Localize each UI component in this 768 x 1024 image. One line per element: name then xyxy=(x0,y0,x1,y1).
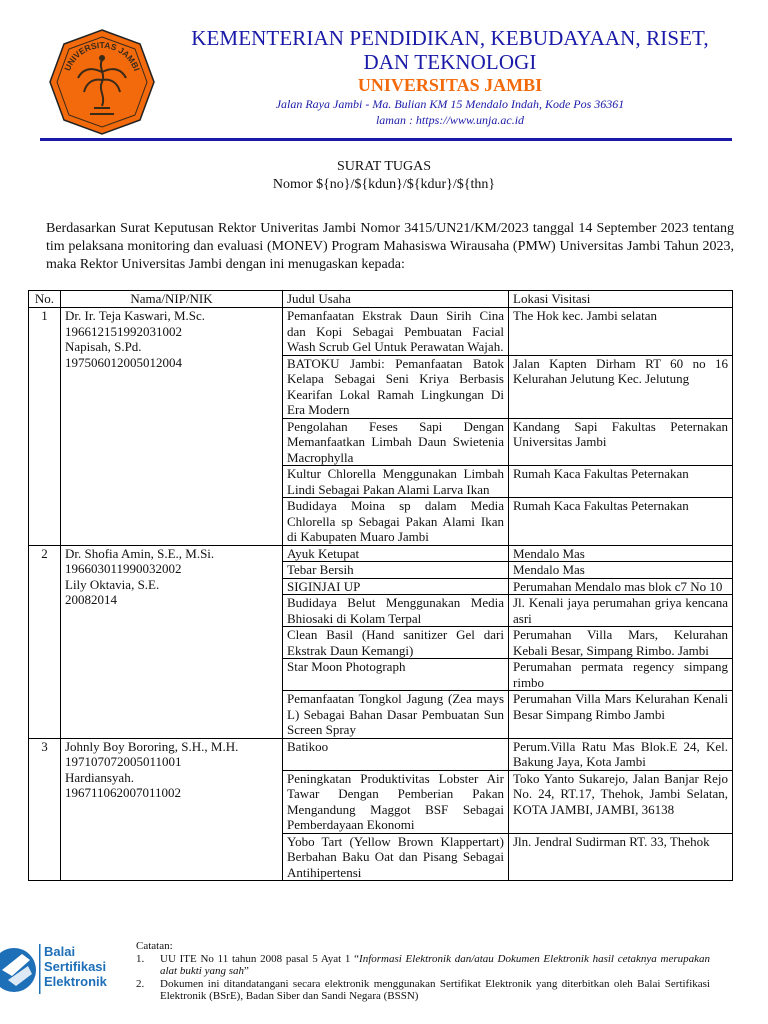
business-title: Pemanfaatan Ekstrak Daun Sirih Cina dan Kopi Sebagai Pembuatan Facial Wash Scrub Gel Untuk Perawatan Wajah. xyxy=(283,308,509,356)
ministry-name: KEMENTERIAN PENDIDIKAN, KEBUDAYAAN, RISET, xyxy=(191,26,709,50)
assignment-table xyxy=(28,290,733,881)
row-number: 2 xyxy=(29,545,61,738)
visit-location: Mendalo Mas xyxy=(509,545,733,562)
visit-location: Perumahan permata regency simpang rimbo xyxy=(509,659,733,691)
business-title: Batikoo xyxy=(283,738,509,770)
business-title: Pengolahan Feses Sapi Dengan Memanfaatkan Limbah Daun Swietenia Macrophylla xyxy=(283,418,509,466)
visit-location: Toko Yanto Sukarejo, Jalan Banjar Rejo No. 24, RT.17, Thehok, Jambi Selatan, KOTA JAMBI, JAMBI, 36138 xyxy=(509,770,733,833)
assignee-name: Dr. Shofia Amin, S.E., M.Si. xyxy=(65,545,215,561)
business-title: Clean Basil (Hand sanitizer Gel dari Ekstrak Daun Kemangi) xyxy=(283,627,509,659)
visit-location: The Hok kec. Jambi selatan xyxy=(509,308,733,356)
university-address: Jalan Raya Jambi - Ma. Bulian KM 15 Mendalo Indah, Kode Pos 36361 xyxy=(275,97,625,111)
note1-prefix: UU ITE No 11 tahun 2008 pasal 5 Ayat 1 “ xyxy=(160,952,360,965)
university-website: laman : https://www.unja.ac.id xyxy=(375,113,525,127)
business-title: Yobo Tart (Yellow Brown Klappertart) Berbahan Baku Oat dan Pisang Sebagai Antihipertensi xyxy=(283,833,509,881)
visit-location: Perumahan Villa Mars Kelurahan Kenali Besar Simpang Rimbo Jambi xyxy=(509,691,733,739)
row-number: 3 xyxy=(29,738,61,881)
note-number: 1. xyxy=(136,952,145,965)
business-title: Star Moon Photograph xyxy=(283,659,509,691)
letter-title: SURAT TUGAS xyxy=(336,159,431,174)
note-item xyxy=(136,953,710,978)
ministry-name-line2: DAN TEKNOLOGI xyxy=(363,50,537,74)
table-header-row xyxy=(29,291,733,308)
business-title: Pemanfaatan Tongkol Jagung (Zea mays L) Sebagai Bahan Dasar Pembuatan Sun Screen Spray xyxy=(283,691,509,739)
business-title: Budidaya Moina sp dalam Media Chlorella sp Sebagai Pakan Alami Ikan di Kabupaten Muaro Jambi xyxy=(283,498,509,546)
letter-title-block xyxy=(0,158,768,194)
university-name: UNIVERSITAS JAMBI xyxy=(357,75,543,95)
row-number: 1 xyxy=(29,308,61,546)
bsre-line2: Sertifikasi xyxy=(44,959,107,974)
business-title: Peningkatan Produktivitas Lobster Air Tawar Dengan Pemberian Pakan Mengandung Maggot BSF Sebagai Pemberdayaan Ekonomi xyxy=(283,770,509,833)
visit-location: Mendalo Mas xyxy=(509,562,733,579)
seal-arc-text: UNIVERSITAS JAMBI xyxy=(62,39,142,73)
table-row xyxy=(29,308,733,356)
letter-intro: Berdasarkan Surat Keputusan Rektor Univeritas Jambi Nomor 3415/UN21/KM/2023 tanggal 14 September 2023 tentang tim pelaksana monitoring dan evaluasi (MONEV) Program Mahasiswa Wirausaha (PMW) Universitas Jambi Tahun 2023, maka Rektor Universitas Jambi dengan ini menugaskan kepada: xyxy=(46,221,734,272)
visit-location: Jl. Kenali jaya perumahan griya kencana asri xyxy=(509,595,733,627)
visit-location: Perumahan Villa Mars, Kelurahan Kebali Besar, Simpang Rimbo. Jambi xyxy=(509,627,733,659)
business-title: BATOKU Jambi: Pemanfaatan Batok Kelapa Sebagai Seni Kriya Berbasis Kearifan Lokal Ramah Lingkungan Di Era Modern xyxy=(283,355,509,418)
notes-title: Catatan: xyxy=(136,940,173,952)
table-row xyxy=(29,738,733,770)
header-location: Lokasi Visitasi xyxy=(509,291,733,308)
note-item xyxy=(136,978,710,1003)
note-number: 2. xyxy=(136,977,145,990)
header-divider xyxy=(40,138,732,141)
letter-number: Nomor ${no}/${kdun}/${kdur}/${thn} xyxy=(272,177,496,192)
bsre-text xyxy=(44,944,107,989)
header-title: Judul Usaha xyxy=(283,291,509,308)
assignee-id: 196711062007011002 xyxy=(65,785,182,800)
assignee-id: 196603011990032002 xyxy=(65,561,182,576)
visit-location: Jln. Jendral Sudirman RT. 33, Thehok xyxy=(509,833,733,881)
assignee-cell xyxy=(61,308,283,546)
note1-suffix: ” xyxy=(244,965,249,977)
assignee-cell xyxy=(61,545,283,738)
assignee-id: 196612151992031002 xyxy=(65,323,182,339)
table-row xyxy=(29,545,733,562)
assignee-id: 20082014 xyxy=(65,592,117,607)
header-name: Nama/NIP/NIK xyxy=(61,291,283,308)
bsre-line1: Balai xyxy=(44,944,76,959)
assignee-name: Dr. Ir. Teja Kaswari, M.Sc. xyxy=(65,308,206,323)
business-title: Kultur Chlorella Menggunakan Limbah Lindi Sebagai Pakan Alami Larva Ikan xyxy=(283,466,509,498)
assignee-name: Lily Oktavia, S.E. xyxy=(65,576,160,592)
business-title: Ayuk Ketupat xyxy=(283,545,509,562)
note1-quote: Informasi Elektronik dan/atau Dokumen Elektronik hasil cetaknya merupakan alat bukti yang sah xyxy=(160,952,711,977)
visit-location: Rumah Kaca Fakultas Peternakan xyxy=(509,466,733,498)
visit-location: Kandang Sapi Fakultas Peternakan Universitas Jambi xyxy=(509,418,733,466)
table-body xyxy=(29,308,733,881)
assignee-name: Napisah, S.Pd. xyxy=(65,339,142,354)
visit-location: Rumah Kaca Fakultas Peternakan xyxy=(509,498,733,546)
letterhead xyxy=(0,0,768,145)
business-title: Tebar Bersih xyxy=(283,562,509,579)
assignee-cell xyxy=(61,738,283,881)
assignee-name: Hardiansyah. xyxy=(65,769,134,785)
business-title: Budidaya Belut Menggunakan Media Bhiosaki di Kolam Terpal xyxy=(283,595,509,627)
header-no: No. xyxy=(29,291,61,308)
note2-text: Dokumen ini ditandatangani secara elektronik menggunakan Sertifikat Elektronik yang diterbitkan oleh Balai Sertifikasi Elektronik (BSrE), Badan Siber dan Sandi Negara (BSSN) xyxy=(160,977,710,1002)
visit-location: Jalan Kapten Dirham RT 60 no 16 Kelurahan Jelutung Kec. Jelutung xyxy=(509,355,733,418)
assignee-id: 197107072005011001 xyxy=(65,754,182,769)
notes xyxy=(136,940,710,1003)
letterhead-text xyxy=(170,26,730,127)
bsre-line3: Elektronik xyxy=(44,974,107,989)
visit-location: Perum.Villa Ratu Mas Blok.E 24, Kel. Bakung Jaya, Kota Jambi xyxy=(509,738,733,770)
assignee-id: 197506012005012004 xyxy=(65,354,182,370)
business-title: SIGINJAI UP xyxy=(283,578,509,595)
university-seal-icon xyxy=(48,28,156,136)
assignee-name: Johnly Boy Bororing, S.H., M.H. xyxy=(65,738,239,754)
visit-location: Perumahan Mendalo mas blok c7 No 10 xyxy=(509,578,733,595)
